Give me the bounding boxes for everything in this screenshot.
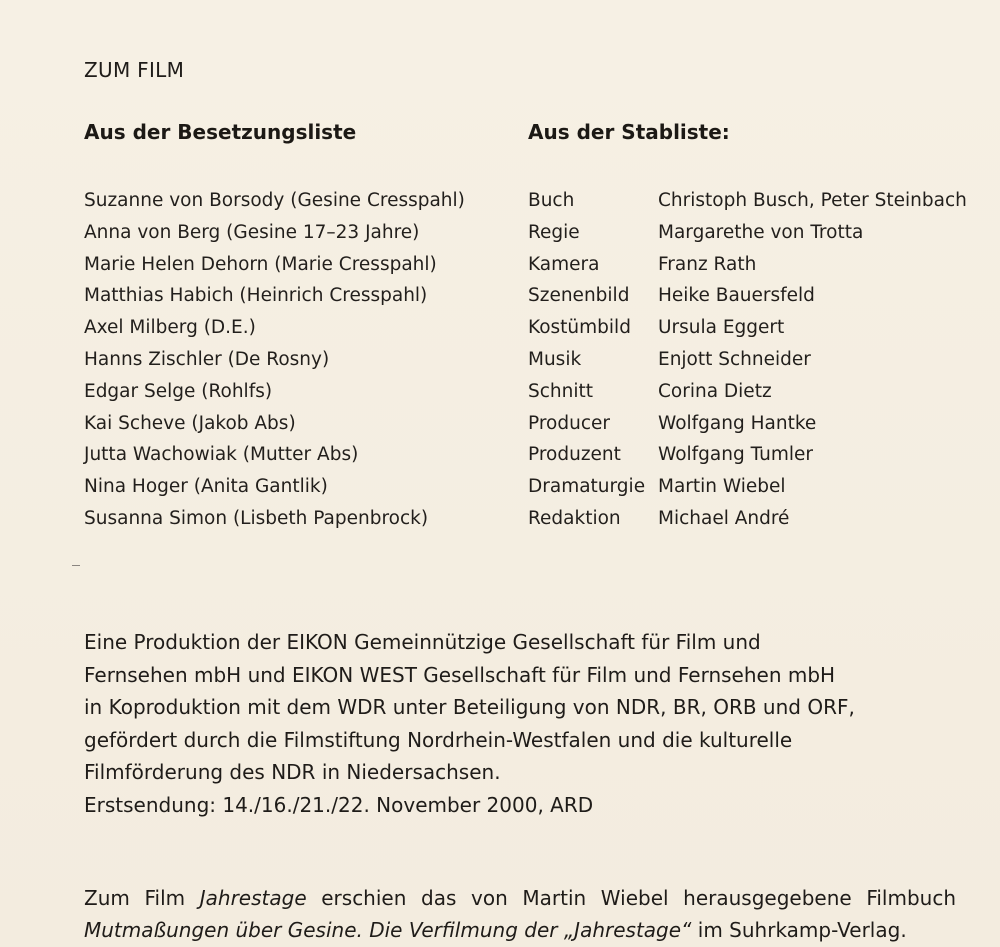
crew-item — [528, 280, 967, 312]
crew-name: Ursula Eggert — [658, 317, 785, 339]
cast-item: Nina Hoger (Anita Gantlik) — [84, 476, 328, 498]
production-credits — [84, 626, 954, 822]
margin-mark — [72, 565, 80, 566]
crew-name: Martin Wiebel — [658, 476, 786, 498]
crew-item — [528, 503, 967, 535]
crew-role: Buch — [528, 190, 575, 211]
crew-item — [528, 408, 967, 440]
crew-role: Redaktion — [528, 507, 621, 529]
cast-list — [84, 185, 465, 535]
crew-name: Corina Dietz — [658, 380, 772, 402]
crew-role: Producer — [528, 412, 610, 434]
crew-name: Enjott Schneider — [658, 348, 811, 370]
crew-name: Wolfgang Hantke — [658, 412, 817, 434]
crew-role: Produzent — [528, 444, 621, 466]
section-title: ZUM FILM — [84, 58, 185, 82]
crew-name: Wolfgang Tumler — [658, 444, 813, 466]
cast-item: Edgar Selge (Rohlfs) — [84, 380, 273, 402]
crew-name: Christoph Busch, Peter Steinbach — [658, 190, 967, 211]
crew-heading: Aus der Stabliste: — [528, 120, 730, 144]
crew-item — [528, 439, 967, 471]
crew-item — [528, 217, 967, 249]
cast-heading: Aus der Besetzungsliste — [84, 120, 357, 144]
crew-name: Franz Rath — [658, 253, 757, 275]
production-line: gefördert durch die Filmstiftung Nordrhein-Westfalen und die kulturelle — [84, 727, 793, 752]
crew-item — [528, 185, 967, 217]
crew-list — [528, 185, 967, 535]
crew-role: Kostümbild — [528, 317, 631, 339]
crew-role: Schnitt — [528, 380, 594, 402]
cast-item: Suzanne von Borsody (Gesine Cresspahl) — [84, 190, 465, 211]
crew-role: Kamera — [528, 253, 600, 275]
crew-item — [528, 376, 967, 408]
crew-item — [528, 249, 967, 281]
crew-name: Margarethe von Trotta — [658, 221, 864, 243]
crew-role: Regie — [528, 221, 580, 243]
broadcast-line: Erstsendung: 14./16./21./22. November 2000, ARD — [84, 792, 594, 817]
crew-name: Heike Bauersfeld — [658, 285, 815, 307]
cast-item: Kai Scheve (Jakob Abs) — [84, 412, 296, 434]
crew-role: Szenenbild — [528, 285, 630, 307]
cast-item: Axel Milberg (D.E.) — [84, 317, 256, 339]
cast-item: Matthias Habich (Heinrich Cresspahl) — [84, 285, 428, 307]
crew-item — [528, 344, 967, 376]
note-suffix: im Suhrkamp-Verlag. — [691, 918, 907, 942]
crew-role: Dramaturgie — [528, 476, 646, 498]
cast-item: Susanna Simon (Lisbeth Papenbrock) — [84, 507, 429, 529]
note-middle: erschien das von Martin Wiebel herausgegebene Filmbuch — [306, 886, 957, 910]
production-line: Filmförderung des NDR in Niedersachsen. — [84, 760, 501, 785]
book-note — [84, 882, 956, 946]
production-line: in Koproduktion mit dem WDR unter Beteiligung von NDR, BR, ORB und ORF, — [84, 695, 855, 720]
cast-item: Jutta Wachowiak (Mutter Abs) — [84, 444, 359, 466]
film-title: Jahrestage — [199, 886, 307, 910]
book-title: Mutmaßungen über Gesine. Die Verfilmung der „Jahrestage“ — [84, 918, 692, 942]
production-line: Eine Produktion der EIKON Gemeinnützige Gesellschaft für Film und — [84, 630, 761, 654]
note-prefix: Zum Film — [84, 886, 200, 910]
cast-item: Marie Helen Dehorn (Marie Cresspahl) — [84, 253, 437, 275]
crew-role: Musik — [528, 348, 582, 370]
crew-item — [528, 312, 967, 344]
crew-item — [528, 471, 967, 503]
crew-name: Michael André — [658, 507, 790, 529]
cast-item: Hanns Zischler (De Rosny) — [84, 348, 330, 370]
production-line: Fernsehen mbH und EIKON WEST Gesellschaft für Film und Fernsehen mbH — [84, 662, 836, 687]
cast-item: Anna von Berg (Gesine 17–23 Jahre) — [84, 221, 420, 243]
